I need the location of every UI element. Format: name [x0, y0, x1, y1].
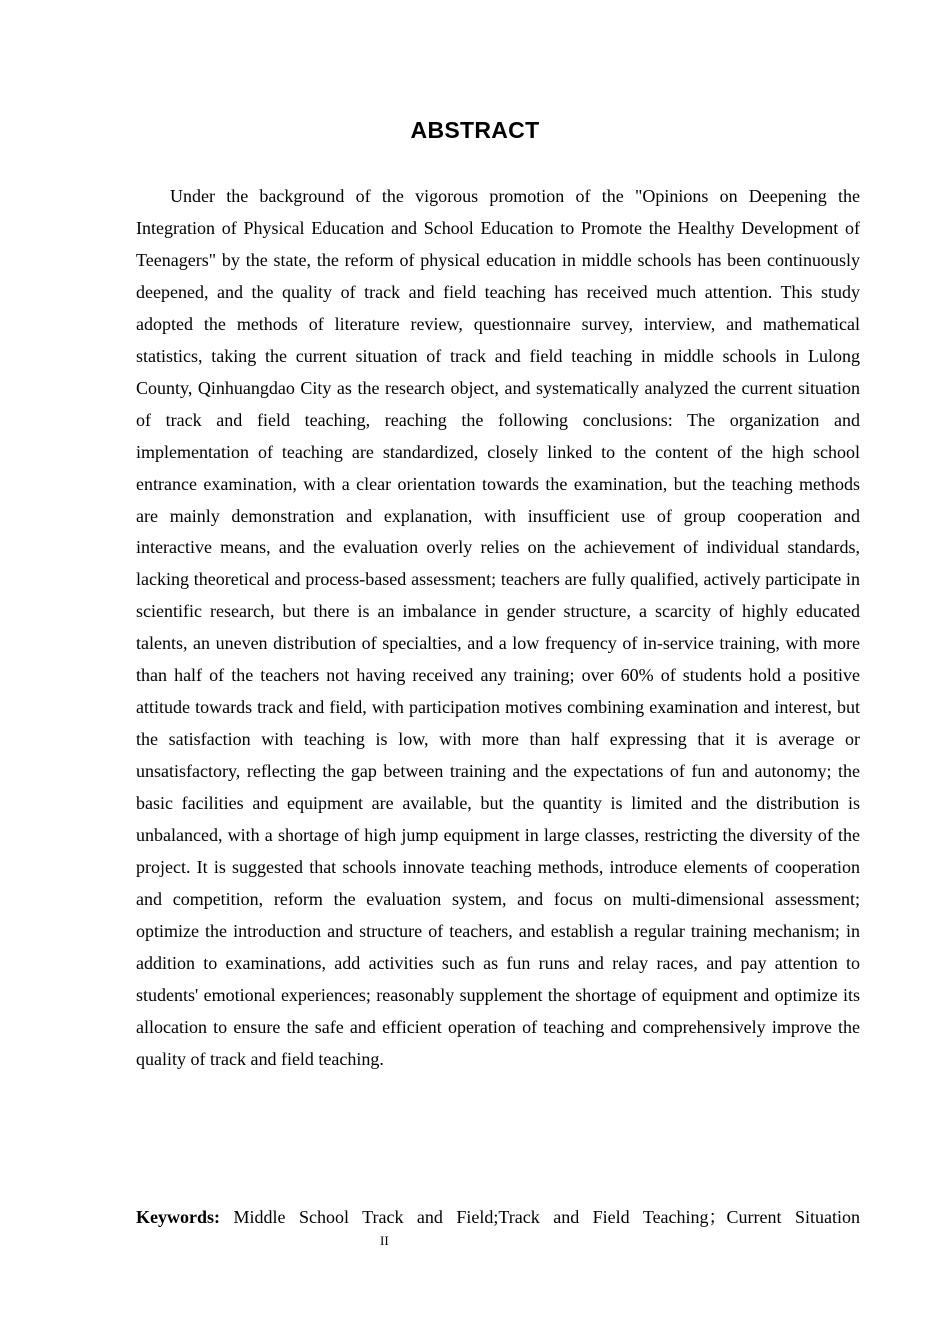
keywords-text: Middle School Track and Field;Track and Field Teaching；Current Situation	[233, 1207, 860, 1227]
abstract-title: ABSTRACT	[410, 117, 540, 143]
keywords-label: Keywords:	[136, 1207, 220, 1227]
abstract-body: Under the background of the vigorous promotion of the "Opinions on Deepening the Integration of Physical Education and School Education to Promote the Healthy Development of Teenagers" by the state, the reform of physical education in middle schools has been continuously deepened, and the quality of track and field teaching has received much attention. This study adopted the methods of literature review, questionnaire survey, interview, and mathematical statistics, taking the current situation of track and field teaching in middle schools in Lulong County, Qinhuangdao City as the research object, and systematically analyzed the current situation of track and field teaching, reaching the following conclusions: The organization and implementation of teaching are standardized, closely linked to the content of the high school entrance examination, with a clear orientation towards the examination, but the teaching methods are mainly demonstration and explanation, with insufficient use of group cooperation and interactive means, and the evaluation overly relies on the achievement of individual standards, lacking theoretical and process-based assessment; teachers are fully qualified, actively participate in scientific research, but there is an imbalance in gender structure, a scarcity of highly educated talents, an uneven distribution of specialties, and a low frequency of in-service training, with more than half of the teachers not having received any training; over 60% of students hold a positive attitude towards track and field, with participation motives combining examination and interest, but the satisfaction with teaching is low, with more than half expressing that it is average or unsatisfactory, reflecting the gap between training and the expectations of fun and autonomy; the basic facilities and equipment are available, but the quantity is limited and the distribution is unbalanced, with a shortage of high jump equipment in large classes, restricting the diversity of the project. It is suggested that schools innovate teaching methods, introduce elements of cooperation and competition, reform the evaluation system, and focus on multi-dimensional assessment; optimize the introduction and structure of teachers, and establish a regular training mechanism; in addition to examinations, add activities such as fun runs and relay races, and pay attention to students' emotional experiences; reasonably supplement the shortage of equipment and optimize its allocation to ensure the safe and efficient operation of teaching and comprehensively improve the quality of track and field teaching.	[136, 186, 860, 1069]
keywords-line	[136, 1202, 860, 1233]
page-number: II	[380, 1233, 389, 1248]
